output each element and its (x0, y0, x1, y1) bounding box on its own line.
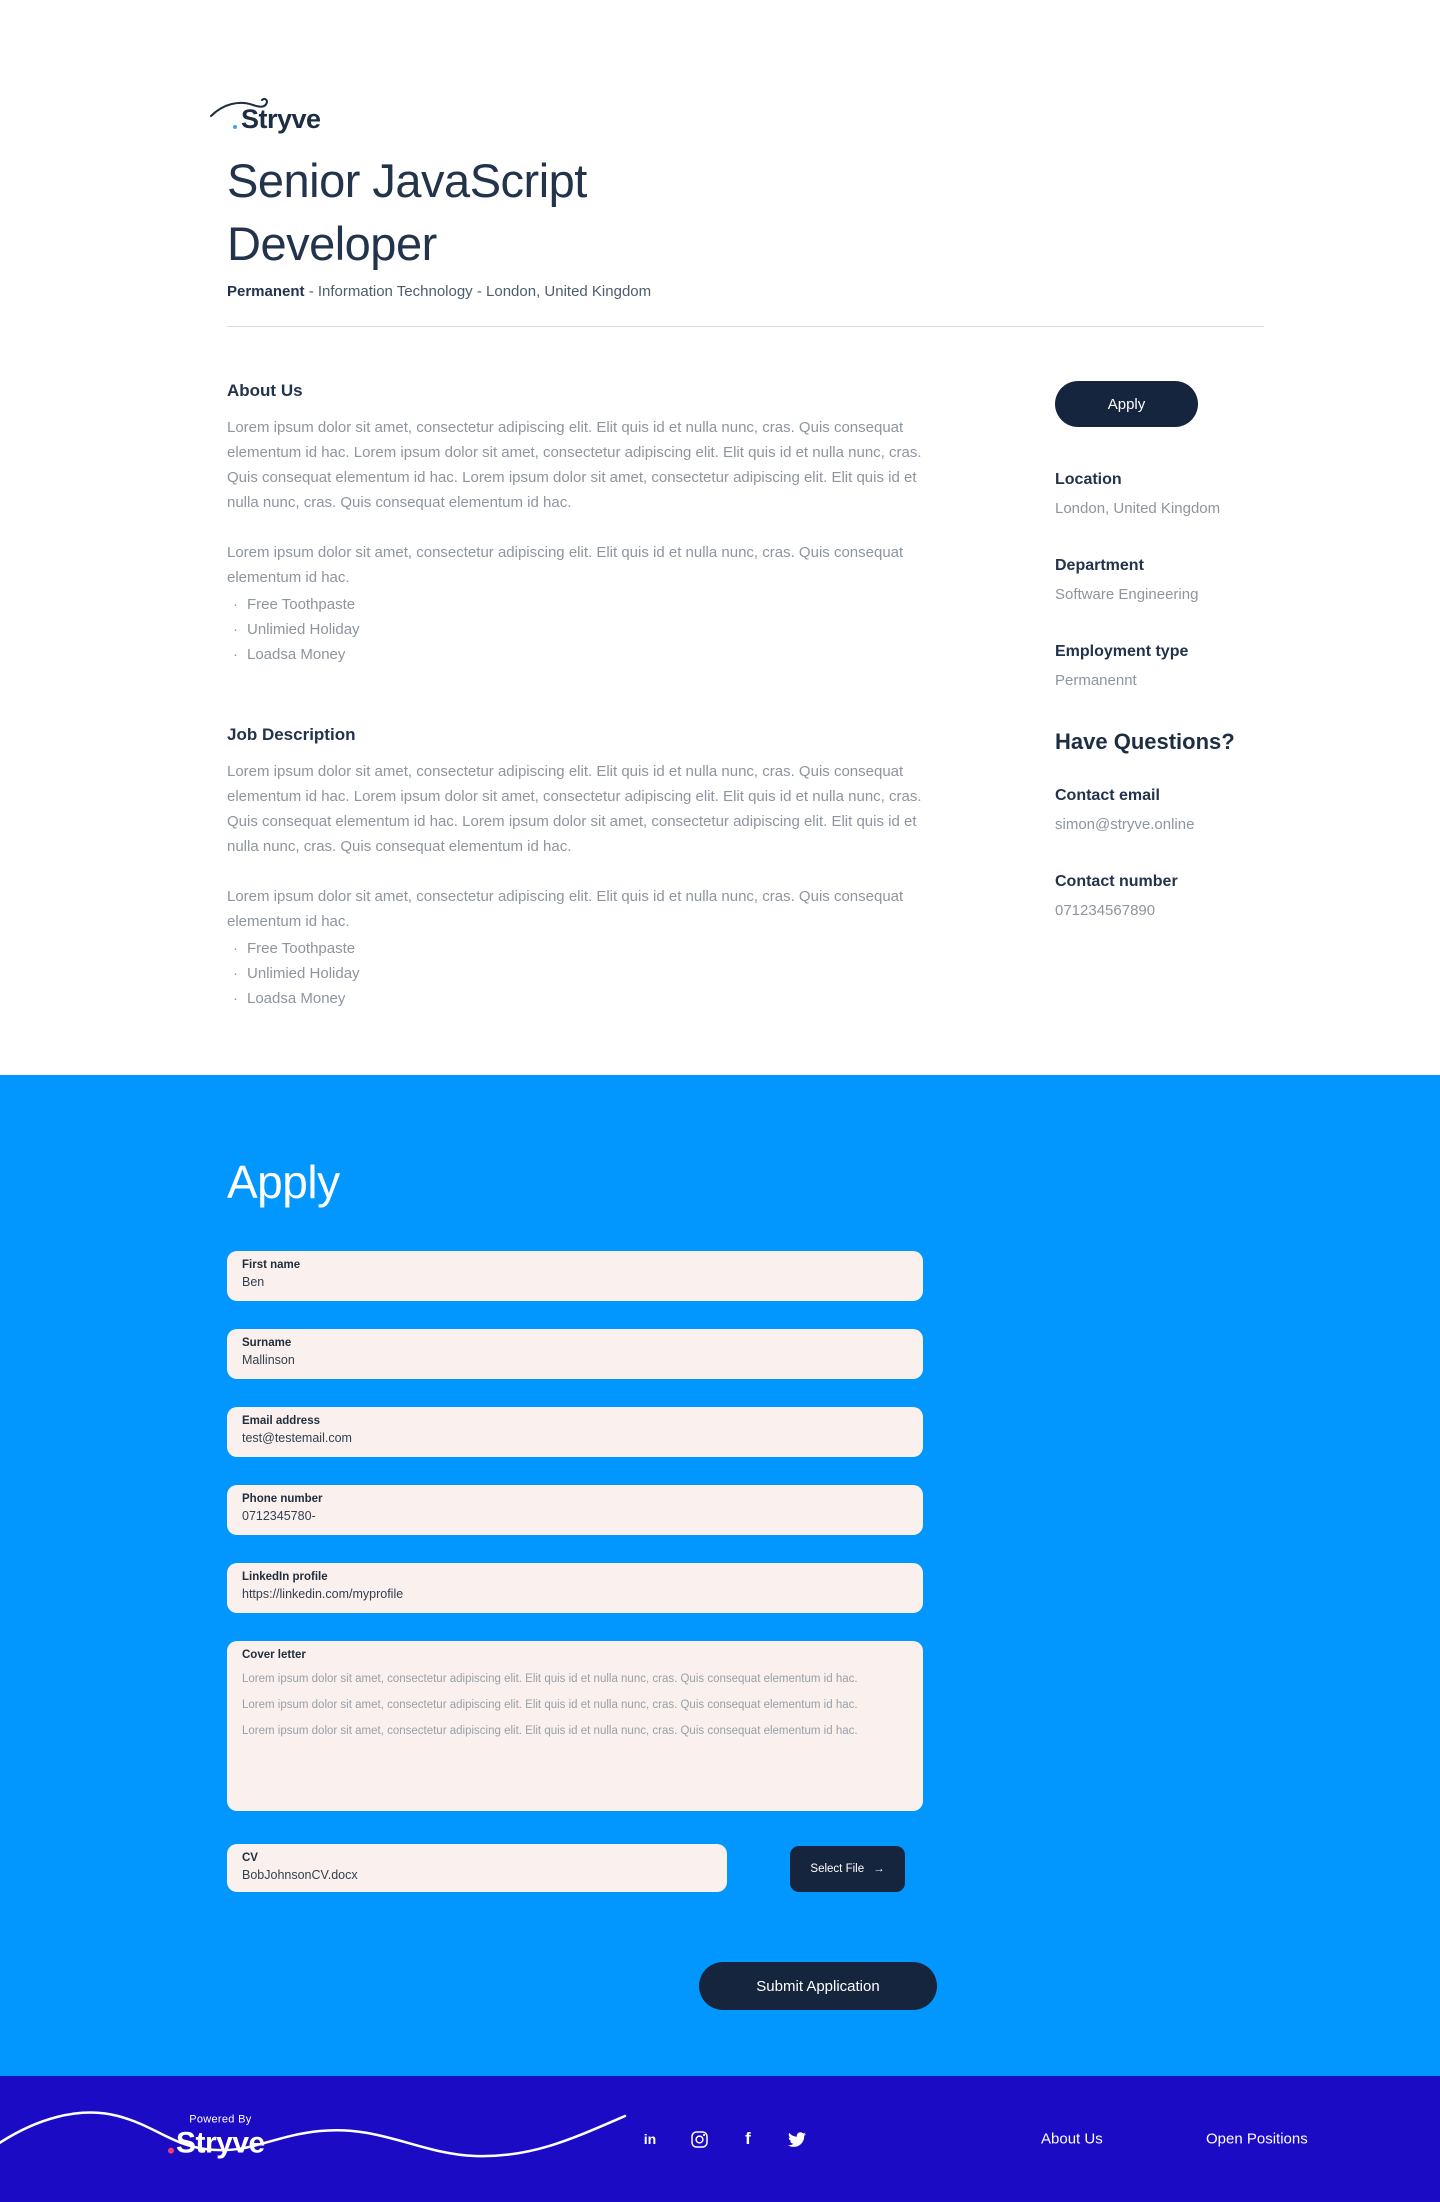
benefit-item: · Free Toothpaste (233, 592, 923, 617)
about-benefits-list (233, 592, 923, 667)
job-meta-employment-type: Permanent (227, 283, 305, 300)
email-input[interactable] (227, 1407, 923, 1457)
footer-wave-decoration (0, 2076, 640, 2202)
about-us-heading: About Us (227, 381, 303, 400)
contact-number-value: 071234567890 (1055, 902, 1156, 919)
employment-type-heading: Employment type (1055, 643, 1189, 660)
application-form (227, 1251, 923, 2010)
footer-stryve-logo (176, 2114, 265, 2161)
divider (227, 326, 1264, 327)
surname-label: Surname (242, 1337, 292, 1349)
linkedin-input[interactable] (227, 1563, 923, 1613)
linkedin-icon[interactable]: in (643, 2131, 657, 2147)
cover-letter-line: Lorem ipsum dolor sit amet, consectetur adipiscing elit. Elit quis id et nulla nunc, cras. Quis consequat elementum id hac. (242, 1673, 858, 1685)
job-meta-rest: - Information Technology - London, United Kingdom (304, 283, 652, 300)
first-name-value: Ben (242, 1275, 265, 1289)
surname-input[interactable] (227, 1329, 923, 1379)
footer (0, 2076, 1440, 2202)
apply-section (0, 1075, 1440, 2076)
apply-button[interactable]: Apply (1055, 381, 1198, 427)
department-heading: Department (1055, 557, 1144, 574)
benefit-item: · Loadsa Money (233, 642, 923, 667)
cv-filename: BobJohnsonCV.docx (242, 1868, 358, 1882)
job-description-paragraph: Lorem ipsum dolor sit amet, consectetur adipiscing elit. Elit quis id et nulla nunc, cras. Quis consequat elementum id hac. (227, 888, 904, 930)
social-links (641, 2130, 806, 2148)
job-description-paragraph: Lorem ipsum dolor sit amet, consectetur adipiscing elit. Elit quis id et nulla nunc, cras. Quis consequat elementum id hac. Lorem ipsum dolor sit amet, consectetur adipiscing elit. Elit quis id et nulla nunc, cras. Quis consequat elementum id hac. Lorem ipsum dolor sit amet, consectetur adipiscing elit. Elit quis id et nulla nunc, cras. Quis consequat elementum id hac. (227, 763, 922, 855)
logo-dot (233, 125, 237, 129)
footer-logo-wordmark: Stryve (176, 2126, 265, 2160)
have-questions-heading: Have Questions? (1055, 729, 1235, 754)
location-heading: Location (1055, 471, 1122, 488)
benefit-item: · Loadsa Money (233, 986, 923, 1011)
powered-by-label: Powered By (189, 2113, 252, 2126)
contact-email-value: simon@stryve.online (1055, 816, 1195, 833)
footer-link-about-us[interactable]: About Us (1041, 2130, 1103, 2148)
description-benefits-list (233, 936, 923, 1011)
select-file-label: Select File (810, 1863, 865, 1875)
cover-letter-textarea[interactable] (227, 1641, 923, 1811)
employment-type-value: Permanennt (1055, 672, 1137, 689)
stryve-logo (227, 104, 321, 135)
contact-number-heading: Contact number (1055, 873, 1178, 890)
logo-wordmark: Stryve (241, 104, 321, 134)
benefit-item: · Free Toothpaste (233, 936, 923, 961)
page-title: Senior JavaScript Developer (227, 154, 587, 270)
first-name-label: First name (242, 1259, 301, 1271)
email-label: Email address (242, 1415, 320, 1427)
footer-link-open-positions[interactable]: Open Positions (1206, 2130, 1308, 2148)
first-name-input[interactable] (227, 1251, 923, 1301)
facebook-icon[interactable]: f (745, 2129, 751, 2148)
linkedin-label: LinkedIn profile (242, 1571, 328, 1583)
email-value: test@testemail.com (242, 1431, 352, 1445)
job-meta (227, 283, 1264, 300)
footer-logo-dot (168, 2148, 174, 2154)
benefit-item: · Unlimied Holiday (233, 961, 923, 986)
phone-value: 0712345780- (242, 1509, 316, 1523)
logo-swoosh-icon (209, 96, 271, 122)
cover-letter-label: Cover letter (242, 1649, 306, 1661)
cv-label: CV (242, 1852, 258, 1864)
location-value: London, United Kingdom (1055, 500, 1221, 517)
cover-letter-line: Lorem ipsum dolor sit amet, consectetur adipiscing elit. Elit quis id et nulla nunc, cras. Quis consequat elementum id hac. (242, 1699, 858, 1711)
linkedin-value: https://linkedin.com/myprofile (242, 1587, 404, 1601)
instagram-icon[interactable] (690, 2130, 708, 2148)
submit-application-button[interactable]: Submit Application (699, 1962, 937, 2010)
job-sidebar (1055, 381, 1264, 1011)
about-us-paragraph: Lorem ipsum dolor sit amet, consectetur adipiscing elit. Elit quis id et nulla nunc, cras. Quis consequat elementum id hac. Lorem ipsum dolor sit amet, consectetur adipiscing elit. Elit quis id et nulla nunc, cras. Quis consequat elementum id hac. Lorem ipsum dolor sit amet, consectetur adipiscing elit. Elit quis id et nulla nunc, cras. Quis consequat elementum id hac. (227, 419, 922, 511)
select-file-button[interactable] (790, 1846, 905, 1892)
phone-label: Phone number (242, 1493, 323, 1505)
about-us-paragraph: Lorem ipsum dolor sit amet, consectetur adipiscing elit. Elit quis id et nulla nunc, cras. Quis consequat elementum id hac. (227, 544, 904, 586)
surname-value: Mallinson (242, 1353, 295, 1367)
department-value: Software Engineering (1055, 586, 1199, 603)
apply-section-heading: Apply (227, 1156, 340, 1208)
benefit-item: · Unlimied Holiday (233, 617, 923, 642)
job-page-header-section (0, 0, 1440, 1011)
cv-file-input[interactable] (227, 1844, 727, 1892)
job-content-column (227, 381, 923, 1011)
phone-input[interactable] (227, 1485, 923, 1535)
cover-letter-line: Lorem ipsum dolor sit amet, consectetur adipiscing elit. Elit quis id et nulla nunc, cras. Quis consequat elementum id hac. (242, 1725, 858, 1737)
contact-email-heading: Contact email (1055, 787, 1160, 804)
job-description-heading: Job Description (227, 725, 356, 744)
arrow-right-icon: → (873, 1863, 885, 1875)
twitter-icon[interactable] (788, 2130, 806, 2148)
